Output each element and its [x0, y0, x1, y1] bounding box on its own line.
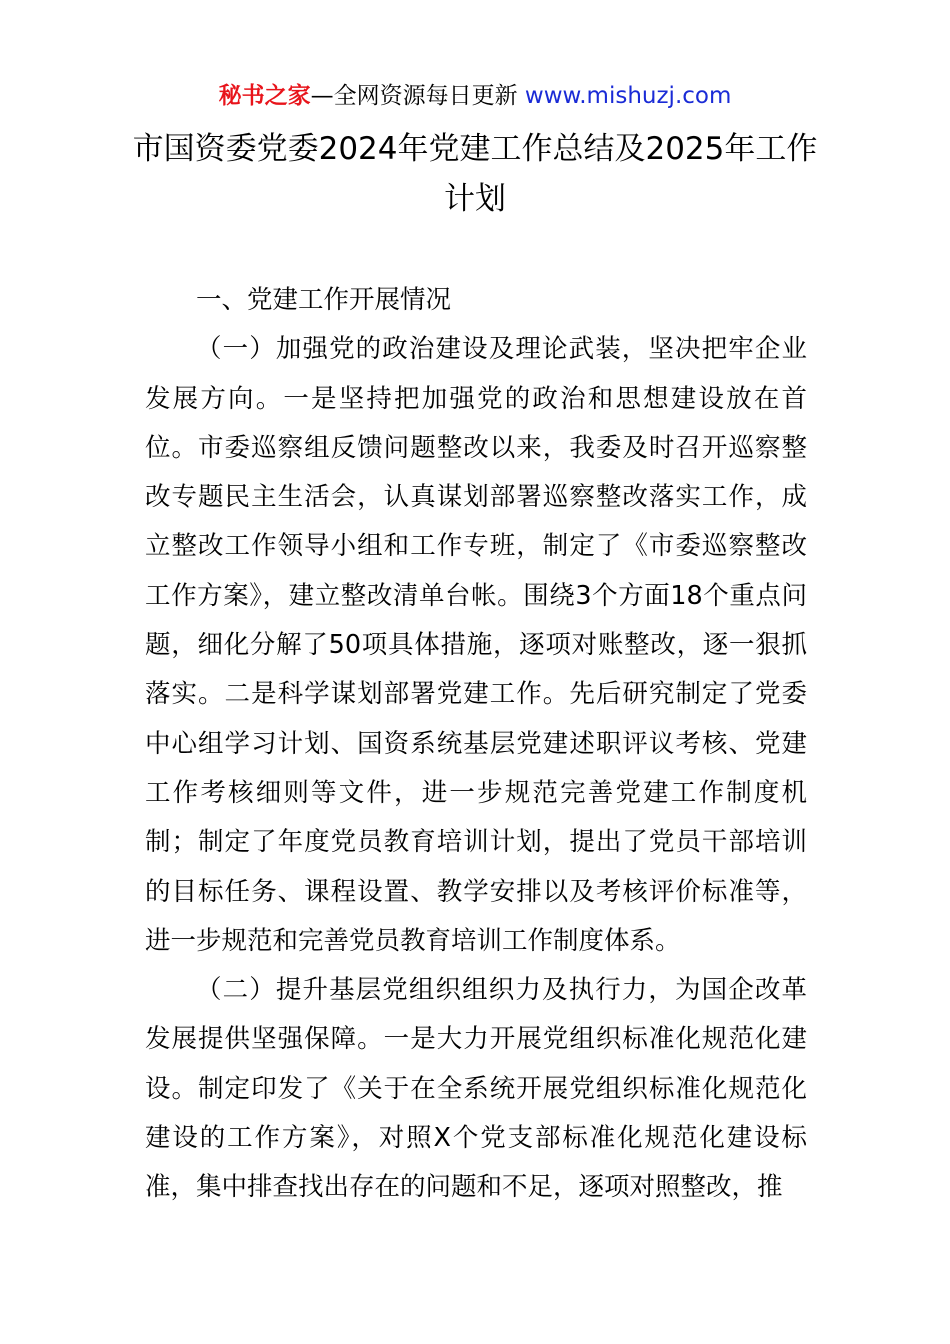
brand-name: 秘书之家	[218, 83, 311, 109]
site-url-link[interactable]: www.mishuzj.com	[524, 83, 732, 109]
section-heading: 一、党建工作开展情况	[196, 285, 452, 315]
document-body	[145, 276, 807, 1213]
document-title: 市国资委党委2024年党建工作总结及2025年工作计划	[132, 131, 818, 217]
site-header	[0, 80, 950, 112]
header-tagline: —全网资源每日更新	[310, 83, 525, 109]
body-paragraph: （一）加强党的政治建设及理论武装，坚决把牢企业发展方向。一是坚持把加强党的政治和思想建设放在首位。市委巡察组反馈问题整改以来，我委及时召开巡察整改专题民主生活会，认真谋划部署巡察整改落实工作，成立整改工作领导小组和工作专班，制定了《市委巡察整改工作方案》，建立整改清单台帐。围绕3个方面18个重点问题，细化分解了50项具体措施，逐项对账整改，逐一狠抓落实。二是科学谋划部署党建工作。先后研究制定了党委中心组学习计划、国资系统基层党建述职评议考核、党建工作考核细则等文件，进一步规范完善党建工作制度机制；制定了年度党员教育培训计划，提出了党员干部培训的目标任务、课程设置、教学安排以及考核评价标准等，进一步规范和完善党员教育培训工作制度体系。	[145, 334, 807, 956]
body-paragraph: （二）提升基层党组织组织力及执行力，为国企改革发展提供坚强保障。一是大力开展党组织标准化规范化建设。制定印发了《关于在全系统开展党组织标准化规范化建设的工作方案》，对照X个党支部标准化规范化建设标准，集中排查找出存在的问题和不足，逐项对照整改，推	[145, 975, 807, 1203]
